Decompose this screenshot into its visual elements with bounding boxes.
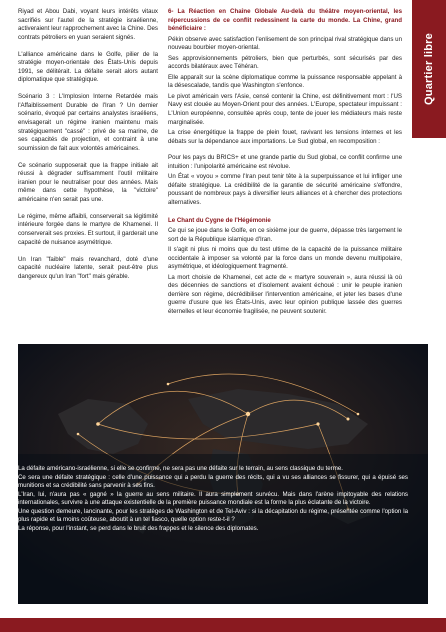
- left-column: [18, 8, 158, 290]
- left-paragraph: Ce scénario supposerait que la frappe initiale ait réussi à dégrader suffisamment l'outil militaire iranien pour le neutraliser pour des années. Mais même dans cette hypothèse, la "victoire" américaine n'en serait pas une.: [18, 161, 158, 203]
- caption-paragraph: La défaite américano-israélienne, si elle se confirme, ne sera pas une défaite sur le terrain, au sens classique du terme.: [18, 465, 343, 472]
- right-paragraph: Il s'agit ni plus ni moins que du test ultime de la capacité de la puissance militaire occidentale à imposer sa volonté par la force dans un monde devenu multipolaire, asymétrique, et idéologiquement fragmenté.: [168, 246, 402, 271]
- section-heading: 6- La Réaction en Chaîne Globale Au-delà du théâtre moyen-oriental, les répercussions de ce conflit redessinent la carte du monde. La Chine, grand bénéficiaire :: [168, 8, 402, 33]
- caption-paragraph: La réponse, pour l'instant, se perd dans le bruit des frappes et le silence des diplomates.: [18, 524, 259, 532]
- left-paragraph: Scénario 3 : L'Implosion Interne Retardée mais l'Affaiblissement Durable de l'Iran ? Un dernier scénario, évoqué par certains analystes israéliens, envisagerait un régime iranien maintenu mais stratégiquement "cassé" : privé de sa marine, de ses capacités de projection, et contraint à une soumission de fait aux volontés américaines.: [18, 93, 158, 152]
- right-paragraph: Un État « voyou » comme l'Iran peut tenir tête à la superpuissance et lui infliger une défaite stratégique. La crédibilité de la garantie de sécurité américaine s'effondre, poussant de nombreux pays à diversifier leurs alliances et à chercher des protections alternatives.: [168, 173, 402, 206]
- left-paragraph: Un Iran "faible" mais revanchard, doté d'une capacité nucléaire latente, serait peut-être plus dangereux qu'un Iran "fort" mais gérable.: [18, 255, 158, 280]
- right-paragraph: Le pivot américain vers l'Asie, censé contenir la Chine, est définitivement mort : l'US Navy est clouée au Moyen-Orient pour des années. L'Europe, spectateur impuissant : L'Union européenne, consultée après coup, tente de jouer les médiateurs mais reste marginalisée.: [168, 92, 402, 126]
- right-paragraph: Pékin observe avec satisfaction l'enlisement de son principal rival stratégique dans un nouveau bourbier moyen-oriental.: [168, 35, 402, 52]
- section-heading: Le Chant du Cygne de l'Hégémonie: [168, 217, 271, 225]
- caption-paragraph: Ce sera une défaite stratégique : celle d'une puissance qui a perdu la guerre des récits, qui a vu ses alliances se fissurer, qui a épuisé ses munitions et sa crédibilité sans parvenir à ses fins.: [18, 473, 408, 489]
- caption-paragraph: Une question demeure, lancinante, pour les stratèges de Washington et de Tel-Aviv : si la décapitation du régime, présentée comme l'option la plus rapide et la moins coûteuse, aboutit à un tel fiasco, quelle option reste-t-il ?: [18, 507, 408, 523]
- right-paragraph: Ce qui se joue dans le Golfe, en ce sixième jour de guerre, dépasse très largement le sort de la République islamique d'Iran.: [168, 227, 402, 243]
- footer-strip: [0, 618, 446, 632]
- right-paragraph: Elle apparaît sur la scène diplomatique comme la puissance responsable appelant à la désescalade, tandis que Washington s'enfonce.: [168, 73, 402, 90]
- right-paragraph: Ses approvisionnements pétroliers, bien que perturbés, sont sécurisés par des accords bilatéraux avec Téhéran.: [168, 54, 402, 71]
- right-column: [168, 8, 402, 319]
- right-paragraph: La mort choisie de Khamenei, cet acte de « martyre souverain », aura réussi là où des décennies de sanctions et d'isolement avaient échoué : unir le peuple iranien derrière son régime, décrédibiliser l'intervention américaine, et jeter les bases d'une guerre d'usure que les États-Unis, avec leur opinion publique lassée des guerres éternelles et leur économie fragilisée, ne peuvent soutenir.: [168, 273, 402, 315]
- caption-paragraph: L'Iran, lui, n'aura pas « gagné » la guerre au sens militaire. Il aura simplement survécu. Mais dans l'arène impitoyable des relations internationales, survivre à une attaque existentielle de la première puissance mondiale est la forme la plus éclatante de la victoire.: [18, 490, 408, 506]
- section-tab: [412, 0, 446, 138]
- right-paragraph: Pour les pays du BRICS+ et une grande partie du Sud global, ce conflit confirme une intuition : l'unipolarité américaine est révolue.: [168, 154, 402, 170]
- left-paragraph: Riyad et Abou Dabi, voyant leurs intérêts vitaux sacrifiés sur l'autel de la stratégie israélienne, activeraient leur rapprochement avec la Chine. Des contrats pétroliers en yuan seraient signés.: [18, 8, 158, 41]
- section-tab-label: Quartier libre: [423, 33, 435, 105]
- left-paragraph: L'alliance américaine dans le Golfe, pilier de la stratégie moyen-orientale des États-Unis depuis 1991, se délitérait. La défaite serait alors autant diplomatique que stratégique.: [18, 50, 158, 84]
- image-caption-text: [18, 465, 408, 533]
- left-paragraph: Le régime, même affaibli, conserverait sa légitimité intérieure forgée dans le martyre de Khamenei. Il conserverait ses proxies. Et surtout, il garderait une capacité de nuisance asymétrique.: [18, 212, 158, 246]
- right-paragraph: La crise énergétique la frappe de plein fouet, ravivant les tensions internes et les débats sur la dépendance aux importations. Le Sud global, en recomposition :: [168, 129, 402, 145]
